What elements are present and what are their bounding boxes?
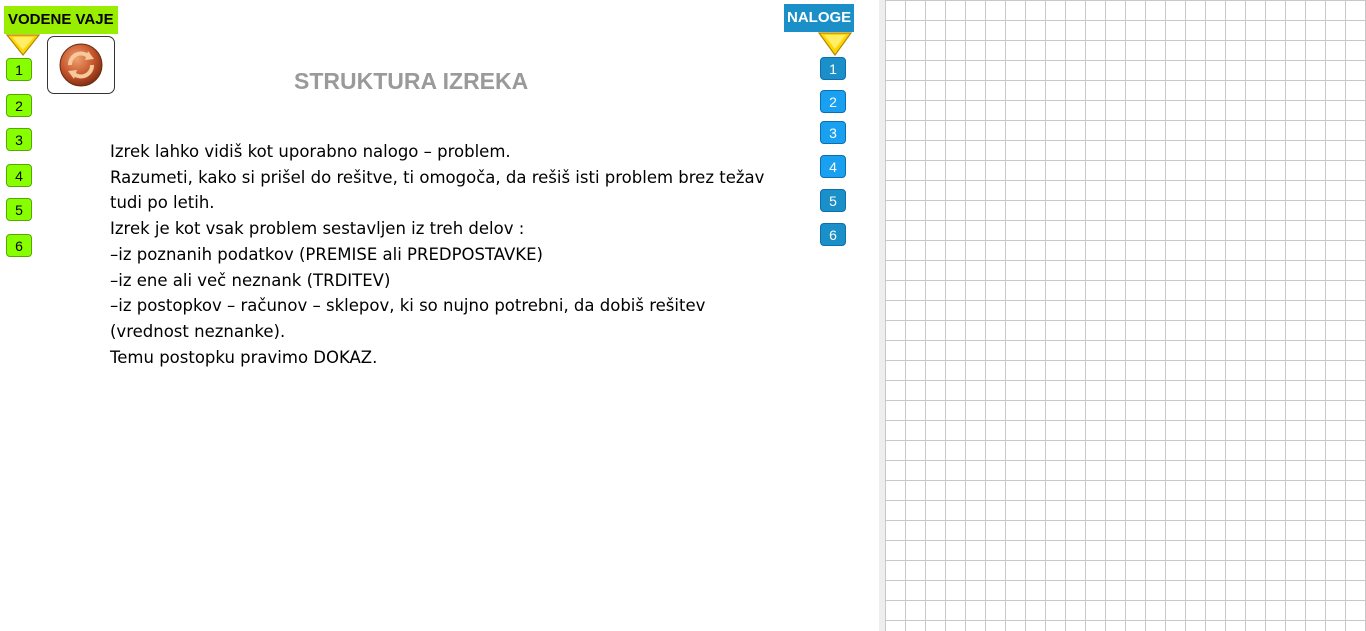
vaja-button-2[interactable]: 2 (6, 94, 32, 117)
reset-button[interactable] (47, 36, 115, 94)
vaja-button-3[interactable]: 3 (6, 128, 32, 151)
text-line: –iz poznanih podatkov (PREMISE ali PREDPOSTAVKE) (110, 244, 543, 264)
naloga-button-2[interactable]: 2 (820, 90, 846, 113)
text-line: –iz ene ali več neznank (TRDITEV) (110, 270, 391, 290)
text-line: (vrednost neznanke). (110, 321, 286, 341)
theorem-text (110, 139, 765, 370)
naloga-button-6[interactable]: 6 (820, 223, 846, 246)
text-line: –iz postopkov – računov – sklepov, ki so nujno potrebni, da dobiš rešitev (110, 296, 706, 316)
arrow-down-icon[interactable] (818, 32, 852, 56)
vaja-button-5[interactable]: 5 (6, 198, 32, 221)
text-line: Razumeti, kako si prišel do rešitve, ti omogoča, da rešiš isti problem brez težav (110, 167, 765, 187)
graphics-grid-view[interactable] (885, 0, 1366, 631)
naloga-button-4[interactable]: 4 (820, 155, 846, 178)
naloga-button-1[interactable]: 1 (820, 57, 846, 80)
naloga-button-3[interactable]: 3 (820, 121, 846, 144)
naloge-label: NALOGE (784, 4, 854, 32)
vodene-vaje-label: VODENE VAJE (4, 6, 118, 34)
vaja-button-6[interactable]: 6 (6, 234, 32, 257)
text-line: tudi po letih. (110, 193, 215, 213)
text-line: Izrek lahko vidiš kot uporabno nalogo – problem. (110, 142, 511, 161)
text-line: Izrek je kot vsak problem sestavljen iz treh delov : (110, 219, 525, 239)
arrow-down-icon[interactable] (6, 34, 40, 56)
vaja-button-4[interactable]: 4 (6, 164, 32, 187)
page-title: STRUKTURA IZREKA (294, 68, 529, 94)
vaja-button-1[interactable]: 1 (6, 58, 32, 81)
refresh-icon (58, 42, 104, 88)
naloga-button-5[interactable]: 5 (820, 189, 846, 212)
text-line: Temu postopku pravimo DOKAZ. (110, 347, 378, 367)
